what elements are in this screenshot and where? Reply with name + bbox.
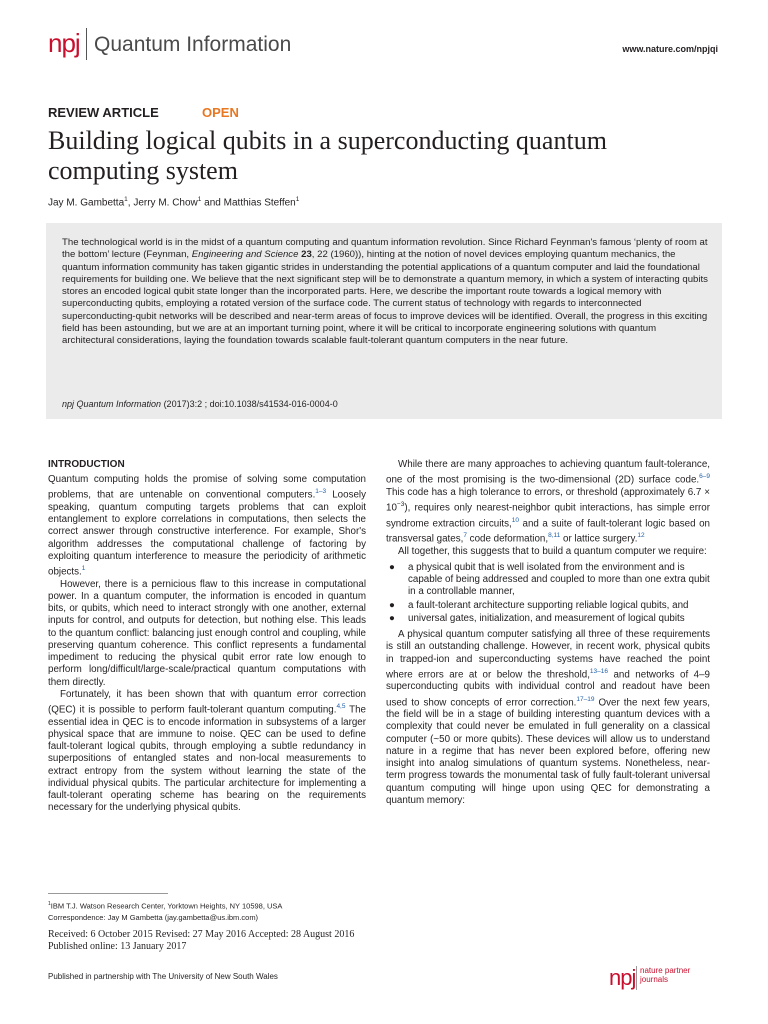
abstract-venue: Engineering and Science [191, 249, 299, 261]
list-item: ● a fault-tolerant architecture supporting reliable logical qubits, and [389, 599, 689, 611]
list-item: ● universal gates, initialization, and measurement of logical qubits [389, 612, 685, 624]
logo-divider [86, 28, 87, 60]
received-dates: Received: 6 October 2015 Revised: 27 May 2016 Accepted: 28 August 2016 [48, 929, 355, 940]
citation-doi[interactable]: (2017)3:2 ; doi:10.1038/s41534-016-0004-0 [161, 399, 338, 409]
footnote-divider [48, 893, 168, 894]
author-list [48, 196, 299, 208]
article-type: REVIEW ARTICLE [48, 105, 159, 120]
author-separator: , [127, 197, 134, 209]
nature-partner-journals-logo [640, 966, 690, 984]
affiliation-mark: 1 [295, 196, 300, 203]
open-access-badge: OPEN [202, 105, 239, 120]
exponent: −3 [396, 501, 405, 509]
journal-url-link[interactable]: www.nature.com/npjqi [622, 44, 718, 54]
reference-link[interactable]: 8,11 [548, 532, 561, 540]
citation-journal: npj Quantum Information [62, 399, 162, 409]
affiliation-mark: 1 [197, 196, 202, 203]
author-name[interactable]: Jay M. Gambetta [48, 197, 125, 209]
published-date: Published online: 13 January 2017 [48, 941, 187, 952]
affiliation-mark: 1 [124, 196, 128, 203]
abstract-volume: 23 [301, 249, 312, 261]
list-item: ● a physical qubit that is well isolated from the environment and is capable of being addressed and coupled to more than one extra qubit in a controllable manner, [389, 561, 710, 598]
reference-link[interactable]: 1 [81, 565, 86, 573]
affiliation-text: IBM T.J. Watson Research Center, Yorktown Heights, NY 10598, USA [50, 901, 283, 911]
affiliation-mark: 1 [48, 901, 51, 907]
correspondence-text[interactable]: Correspondence: Jay M Gambetta (jay.gambetta@us.ibm.com) [48, 912, 259, 922]
paragraph: However, there is a pernicious flaw to this increase in computational power. In a quantum computer, the information is encoded in quantum bits, or qubits, which need to interact strongly with one another, external inputs for control, and outputs for detection, but nothing else. This leads to the quantum conflict: balancing just enough control and coupling, while preserving quantum coherence. This conflict represents a fundamental impediment to reducing the physical qubit error rate low enough to perform long/difficult/large-scale/practical quantum computations with them directly. [48, 578, 366, 688]
article-dates [48, 929, 354, 953]
footer-logo-divider [636, 966, 637, 990]
reference-link[interactable]: 7 [463, 532, 467, 540]
paragraph: Quantum computing holds the promise of solving some computation problems, that are untenable on conventional computers.$^{1-3}$ Loosely speaking, quantum computing targets problems that can exploit entanglement to explore correlations in computations, then selects the correct answer through constructive interference. For example, Shor's algorithm addresses the computational challenge of factoring by exploiting quantum interference to measure the periodicity of arithmetic objects.$^1$ [48, 474, 366, 578]
bullet-icon: ● [389, 612, 395, 624]
reference-link[interactable]: 17–19 [576, 695, 595, 703]
requirements-list [386, 562, 710, 625]
npj-footer-logo: npj [609, 965, 636, 990]
left-column [48, 474, 366, 815]
paragraph: While there are many approaches to achieving quantum fault-tolerance, one of the most promising is the two-dimensional (2D) surface code.$^{6-9}$ This code has a high tolerance to errors, or threshold (approximately $6.7 \times 10^{-3}$), requires only nearest-neighbor qubit interactions, has simple error syndrome extraction circuits,$^{10}$ and a suite of fault-tolerant logic based on transversal gates,$^7$ code deformation,$^{8,11}$ or lattice surgery.$^{12}$ [386, 459, 710, 545]
np-line1: nature partner [640, 966, 691, 975]
abstract-part: , 22 (1960)), hinting at the notion of novel devices employing quantum mechanics, the quantum information community has taken gigantic strides in understanding the potential applications of a quantum computer and laid the foundational requirements for building one. We believe that the next significant step will be to demonstrate a quantum memory, in which a system of interacting qubits stores an encoded logical qubit state longer than the incorporated parts. Here, we describe the important route towards a logical memory with superconducting qubits, employing a rotated version of the surface code. The current status of technology with regards to interconnected superconducting-qubit networks will be described and near-term areas of focus to improve devices will be identified. Overall, the progress in this exciting field has been astounding, but we are at an important turning point, where it will be critical to incorporate engineering solutions with quantum architectural considerations, laying the foundation towards scalable fault-tolerant quantum computers in the near future. [62, 249, 708, 347]
paragraph: Fortunately, it has been shown that with quantum error correction (QEC) it is possible to perform fault-tolerant quantum computing.$^{4,5}$ The essential idea in QEC is to encode information in subsystems of a larger physical space that are immune to noise. QEC can be used to define fault-tolerant logical qubits, through employing a subtle redundancy in superpositions of entangled states and non-local measurements to extract entropy from the system without learning the state of the individual physical qubits. The particular architecture for implementing a fault-tolerant operating scheme has bearing on the requirements necessary for the underlying physical qubits. [48, 688, 366, 814]
abstract-text [62, 237, 710, 348]
np-line2: journals [640, 975, 669, 984]
reference-link[interactable]: 12 [637, 532, 645, 540]
reference-link[interactable]: 1–3 [315, 488, 327, 496]
reference-link[interactable]: 10 [511, 516, 519, 524]
author-separator: and [201, 197, 224, 209]
journal-name: Quantum Information [94, 33, 292, 56]
paragraph: All together, this suggests that to build a quantum computer we require: [398, 545, 707, 557]
affiliation-footnote [48, 899, 282, 923]
right-column [386, 459, 710, 807]
reference-link[interactable]: 13–16 [589, 667, 608, 675]
author-name[interactable]: Matthias Steffen [223, 197, 296, 209]
abstract-part: The technological world is in the midst of a quantum computing and quantum information revolution. Since Richard Feynman's famous ‘plenty of room at the bottom’ lecture (Feynman, [62, 237, 708, 261]
citation-line [62, 399, 338, 409]
author-name[interactable]: Jerry M. Chow [133, 197, 198, 209]
bullet-icon: ● [389, 599, 395, 611]
reference-link[interactable]: 6–9 [699, 473, 710, 481]
section-heading-introduction: INTRODUCTION [48, 459, 125, 470]
bullet-icon: ● [389, 561, 395, 573]
article-title: Building logical qubits in a superconducting quantum computing system [48, 126, 607, 185]
reference-link[interactable]: 4,5 [336, 703, 346, 711]
partnership-note: Published in partnership with The University of New South Wales [48, 972, 278, 981]
npj-logo: npj [48, 28, 80, 58]
paragraph: A physical quantum computer satisfying all three of these requirements is still an outstanding challenge. However, in recent work, physical qubits in trapped-ion and superconducting systems have reached the point where errors are at or below the threshold,$^{13-16}$ and networks of 4–9 superconducting qubits with individual control and readout have been used to show concepts of error correction.$^{17-19}$ Over the next few years, the field will be in a stage of building interesting quantum devices with a complexity that could never be emulated in full generality on a classical computer (~50 or more qubits). These devices will allow us to understand nature in a regime that has never been explored before, offering new insight into analog simulations of quantum systems. Nonetheless, near-term progress towards the monumental task of fully fault-tolerant universal quantum computing will hinge upon using QEC for demonstrating a quantum memory: [386, 629, 711, 806]
